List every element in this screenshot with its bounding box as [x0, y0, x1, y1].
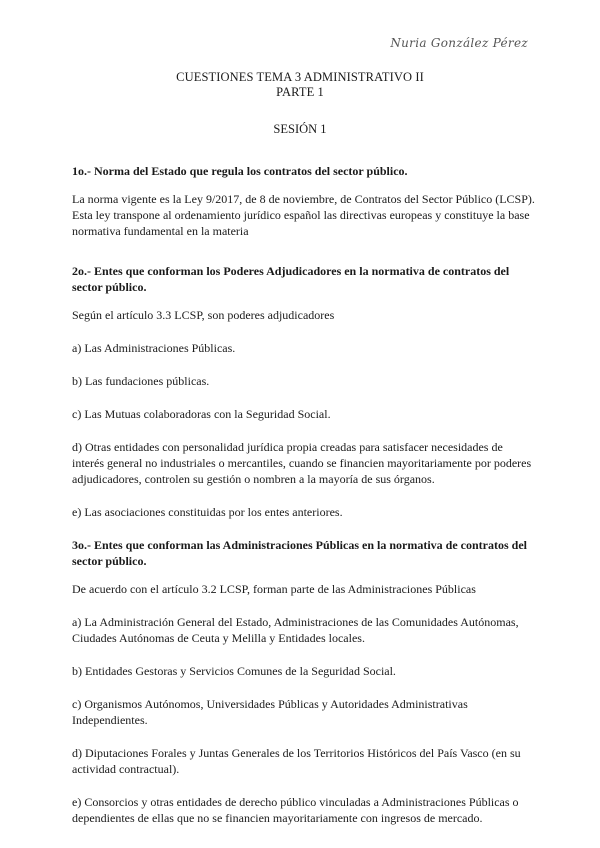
question-3-intro: De acuerdo con el artículo 3.2 LCSP, forman parte de las Administraciones Públicas: [72, 582, 476, 596]
question-2-item-e: e) Las asociaciones constituidas por los entes anteriores.: [72, 505, 343, 519]
question-3-item-e: e) Consorcios y otras entidades de derecho público vinculadas a Administraciones Públicas o dependientes de ellas que no se financien mayoritariamente con ingresos de mercado.: [72, 795, 519, 825]
question-2-item-d: d) Otras entidades con personalidad jurídica propia creadas para satisfacer necesidades de interés general no industriales o mercantiles, cuando se financien mayoritariamente por poderes adjudicadores, controlen su gestión o nombren a la mayoría de sus órganos.: [72, 440, 532, 486]
question-3-item-a: a) La Administración General del Estado, Administraciones de las Comunidades Autónomas, Ciudades Autónomas de Ceuta y Melilla y Entidades locales.: [72, 615, 519, 645]
question-1-heading: 1o.- Norma del Estado que regula los contratos del sector público.: [72, 164, 408, 178]
question-2-intro: Según el artículo 3.3 LCSP, son poderes adjudicadores: [72, 308, 335, 322]
question-3-heading: 3o.- Entes que conforman las Administraciones Públicas en la normativa de contratos del sector público.: [72, 538, 527, 568]
session-heading: SESIÓN 1: [273, 122, 327, 136]
question-3-item-c: c) Organismos Autónomos, Universidades Públicas y Autoridades Administrativas Independientes.: [72, 697, 468, 727]
title-line-1: CUESTIONES TEMA 3 ADMINISTRATIVO II: [176, 70, 424, 84]
question-2-item-b: b) Las fundaciones públicas.: [72, 374, 210, 388]
question-2-item-c: c) Las Mutuas colaboradoras con la Seguridad Social.: [72, 407, 331, 421]
question-2-heading: 2o.- Entes que conforman los Poderes Adjudicadores en la normativa de contratos del sector público.: [72, 264, 510, 294]
document-title: [0, 70, 600, 100]
question-3-item-d: d) Diputaciones Forales y Juntas Generales de los Territorios Históricos del País Vasco (en su actividad contractual).: [72, 746, 521, 776]
question-1-answer: La norma vigente es la Ley 9/2017, de 8 de noviembre, de Contratos del Sector Público (LCSP). Esta ley transpone al ordenamiento jurídico español las directivas europeas y constituye la base normativa fundamental en la materia: [72, 192, 535, 238]
author-signature: Nuria González Pérez: [390, 36, 528, 50]
title-line-2: PARTE 1: [276, 85, 324, 99]
question-3-item-b: b) Entidades Gestoras y Servicios Comunes de la Seguridad Social.: [72, 664, 396, 678]
document-body: [72, 163, 537, 826]
question-2-item-a: a) Las Administraciones Públicas.: [72, 341, 236, 355]
